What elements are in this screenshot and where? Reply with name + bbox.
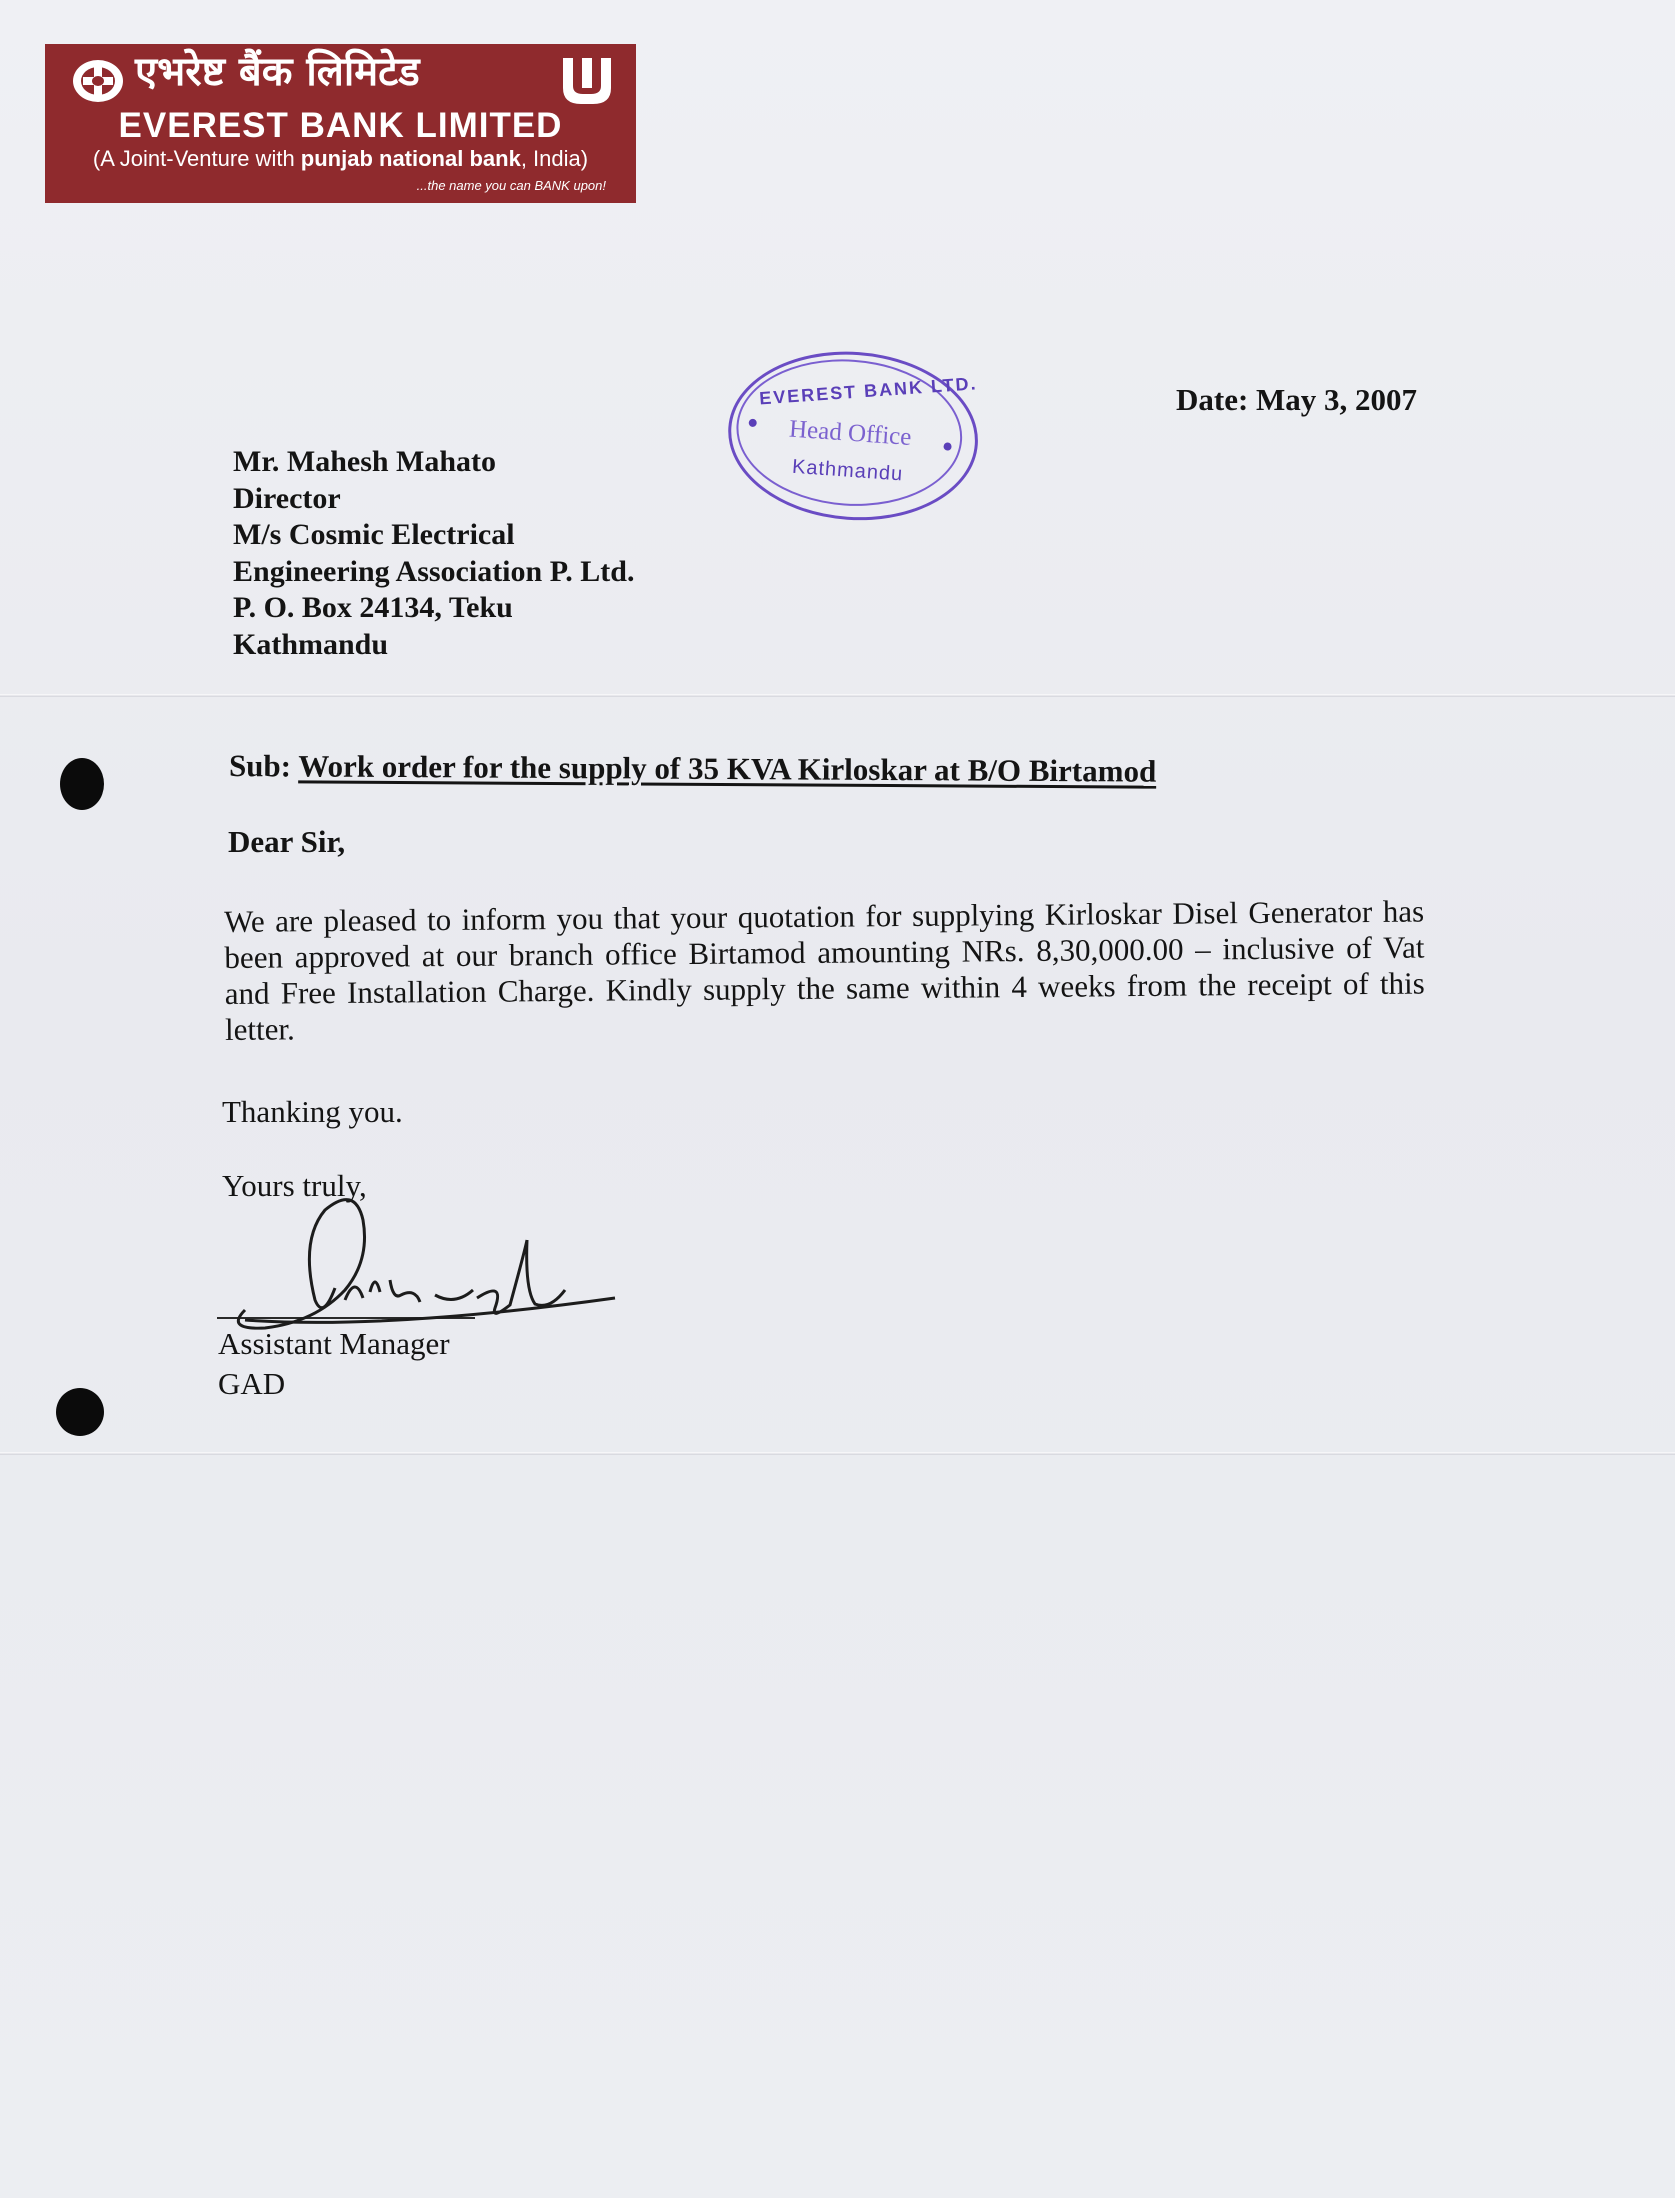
bank-name: EVEREST BANK LIMITED: [118, 106, 563, 145]
signature: [205, 1180, 635, 1340]
signatory-title: Assistant Manager: [218, 1326, 450, 1361]
tagline: ...the name you can BANK upon!: [416, 178, 606, 193]
punch-hole: [56, 1388, 104, 1436]
fold-line: [0, 694, 1675, 697]
joint-venture-line: [45, 148, 636, 170]
fold-line: [0, 1452, 1675, 1455]
stamp-top-text: EVEREST BANK LTD.: [758, 373, 979, 409]
recipient-line: Engineering Association P. Ltd.: [233, 554, 635, 588]
stamp-middle-text: Head Office: [788, 415, 913, 451]
bank-name-native: एभरेष्ट बैंक लिमिटेड: [135, 48, 420, 95]
recipient-line: Director: [233, 481, 341, 515]
letter-date: Date: May 3, 2007: [1176, 382, 1418, 417]
salutation: Dear Sir,: [228, 824, 346, 859]
recipient-line: P. O. Box 24134, Teku: [233, 591, 513, 624]
letter-body: We are pleased to inform you that your quotation for supplying Kirloskar Disel Generator has been approved at our branch office Birtamod amounting NRs. 8,30,000.00 – inclusive of Vat and Free Installation Charge. Kindly supply the same within 4 weeks from the receipt of this letter.: [224, 893, 1425, 1047]
subject-text: Work order for the supply of 35 KVA Kirloskar at B/O Birtamod: [298, 748, 1157, 789]
office-stamp: [722, 343, 985, 530]
punch-hole: [60, 758, 104, 810]
bank-logo-icon: [71, 58, 125, 104]
recipient-address: [233, 444, 634, 663]
closing-line: Thanking you.: [222, 1094, 403, 1129]
partner-name: punjab national bank: [300, 146, 521, 171]
recipient-line: M/s Cosmic Electrical: [233, 518, 515, 551]
signatory: [218, 1324, 450, 1404]
joint-venture-prefix: (A Joint-Venture with: [92, 146, 301, 171]
pnb-logo-icon: [559, 54, 615, 108]
letterhead: [45, 44, 636, 203]
stamp-bottom-text: Kathmandu: [791, 455, 904, 486]
recipient-line: Mr. Mahesh Mahato: [233, 445, 497, 478]
subject-label: Sub:: [228, 748, 299, 784]
signoff: Yours truly,: [222, 1168, 367, 1203]
joint-venture-suffix: , India): [520, 146, 589, 171]
subject-line: [229, 748, 1156, 790]
signatory-department: GAD: [218, 1366, 286, 1401]
recipient-line: Kathmandu: [233, 627, 389, 661]
